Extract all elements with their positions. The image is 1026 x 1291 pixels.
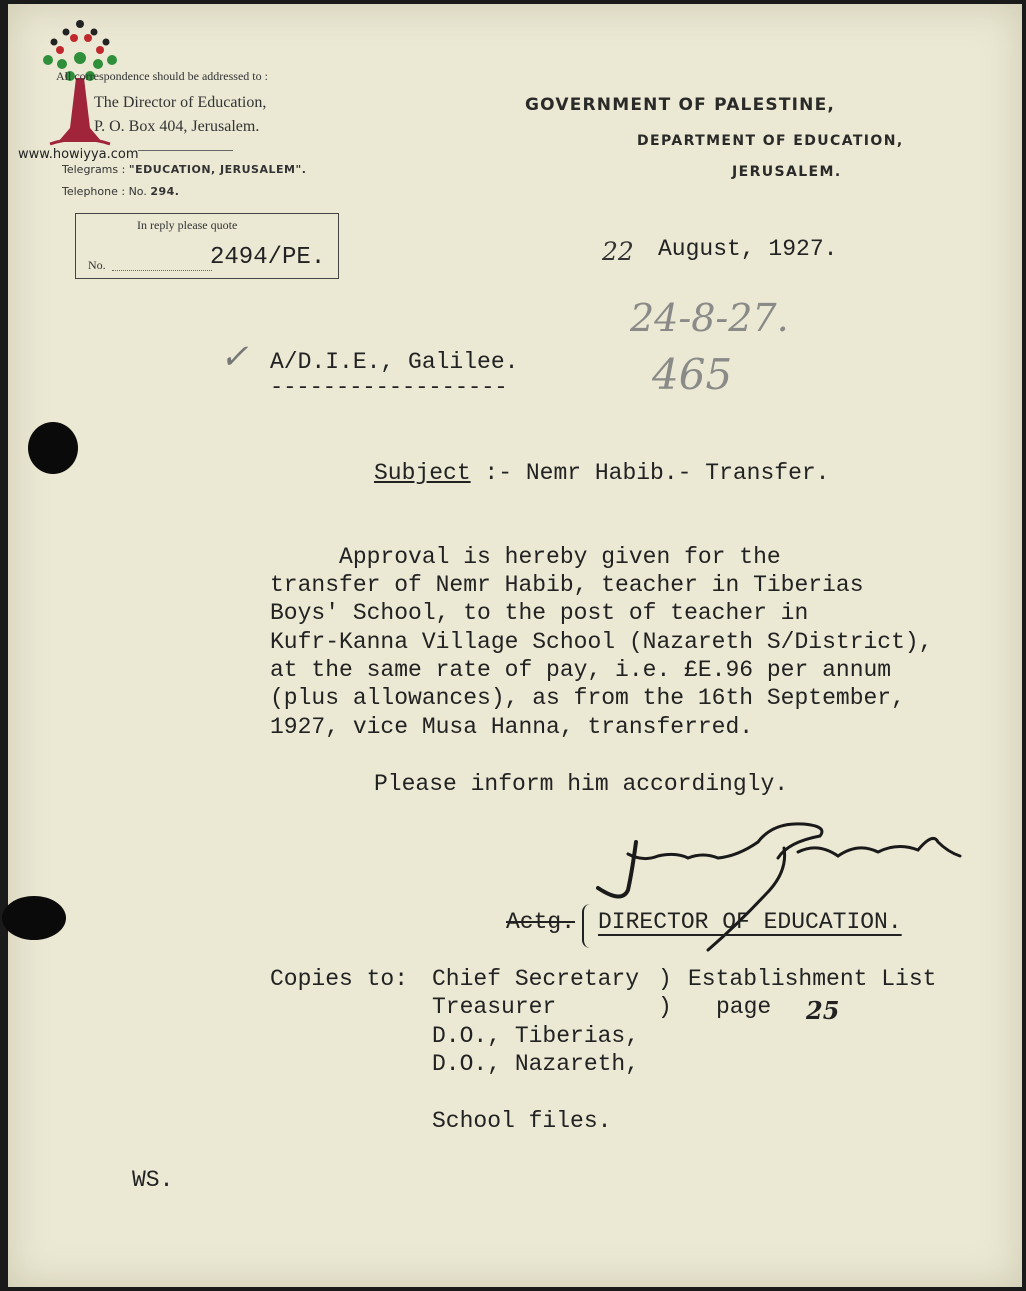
telegrams-value: "EDUCATION, JERUSALEM". xyxy=(128,163,307,176)
page-number: 25 xyxy=(806,996,840,1025)
addressee-line1: The Director of Education, xyxy=(94,94,267,111)
date-month-year: August, 1927. xyxy=(658,236,838,262)
telegrams-label: Telegrams : xyxy=(62,163,126,176)
page-label: page xyxy=(716,994,772,1020)
reply-label: In reply please quote xyxy=(137,218,238,232)
telephone-line xyxy=(62,185,179,198)
typist-initials: WS. xyxy=(132,1167,174,1193)
body-line-5: at the same rate of pay, i.e. £E.96 per annum xyxy=(270,657,892,683)
letterhead-divider xyxy=(138,150,233,151)
body-line-1: Approval is hereby given for the xyxy=(270,544,781,570)
addressee-line2: P. O. Box 404, Jerusalem. xyxy=(94,118,260,135)
government-heading: GOVERNMENT OF PALESTINE, xyxy=(525,95,836,115)
date-day: 22 xyxy=(602,237,634,266)
copy-recipient-2: Treasurer xyxy=(432,994,557,1020)
reply-dotted-line xyxy=(112,270,212,271)
body-line-4: Kufr-Kanna Village School (Nazareth S/District), xyxy=(270,629,933,655)
body-line-6: (plus allowances), as from the 16th September, xyxy=(270,685,905,711)
telegrams-line xyxy=(62,163,306,176)
closing-line: Please inform him accordingly. xyxy=(374,771,789,797)
pencil-number: 465 xyxy=(652,350,733,399)
addressee-line: A/D.I.E., Galilee. xyxy=(270,349,519,375)
pencil-date: 24-8-27. xyxy=(630,296,789,340)
copy-recipient-4: D.O., Nazareth, xyxy=(432,1051,640,1077)
telephone-no-label: No. xyxy=(128,185,147,198)
tick-mark: ✓ xyxy=(220,337,249,377)
school-files: School files. xyxy=(432,1108,612,1134)
reference-number: 2494/PE. xyxy=(210,244,326,271)
establishment-list: Establishment List xyxy=(688,966,937,992)
telephone-value: 294. xyxy=(150,185,180,198)
bracket-bottom: ) xyxy=(658,994,672,1020)
watermark-site: www.howiyya.com xyxy=(18,147,139,162)
body-line-7: 1927, vice Musa Hanna, transferred. xyxy=(270,714,754,740)
copy-recipient-3: D.O., Tiberias, xyxy=(432,1023,640,1049)
copy-recipient-1: Chief Secretary xyxy=(432,966,640,992)
director-title: DIRECTOR OF EDUCATION. xyxy=(598,909,902,935)
body-line-2: transfer of Nemr Habib, teacher in Tiberias xyxy=(270,572,864,598)
acting-prefix: Actg. xyxy=(506,909,576,935)
telephone-label: Telephone : xyxy=(62,185,126,198)
subject-line xyxy=(374,460,829,486)
department-heading: DEPARTMENT OF EDUCATION, xyxy=(637,133,904,149)
body-line-3: Boys' School, to the post of teacher in xyxy=(270,600,809,626)
document-page xyxy=(8,4,1022,1287)
bracket-top: ) xyxy=(658,966,672,992)
city-heading: JERUSALEM. xyxy=(732,164,842,180)
acting-bracket xyxy=(582,904,594,948)
addressee-underline: ------------------ xyxy=(270,375,508,400)
punch-hole-bottom xyxy=(2,896,66,940)
reply-quote-box xyxy=(75,213,339,279)
subject-text: :- Nemr Habib.- Transfer. xyxy=(470,460,830,486)
reply-no-label: No. xyxy=(88,258,106,272)
copies-label: Copies to: xyxy=(270,966,409,992)
correspondence-note: All correspondence should be addressed to : xyxy=(56,69,268,83)
subject-label: Subject xyxy=(374,460,471,486)
punch-hole-top xyxy=(28,422,78,474)
